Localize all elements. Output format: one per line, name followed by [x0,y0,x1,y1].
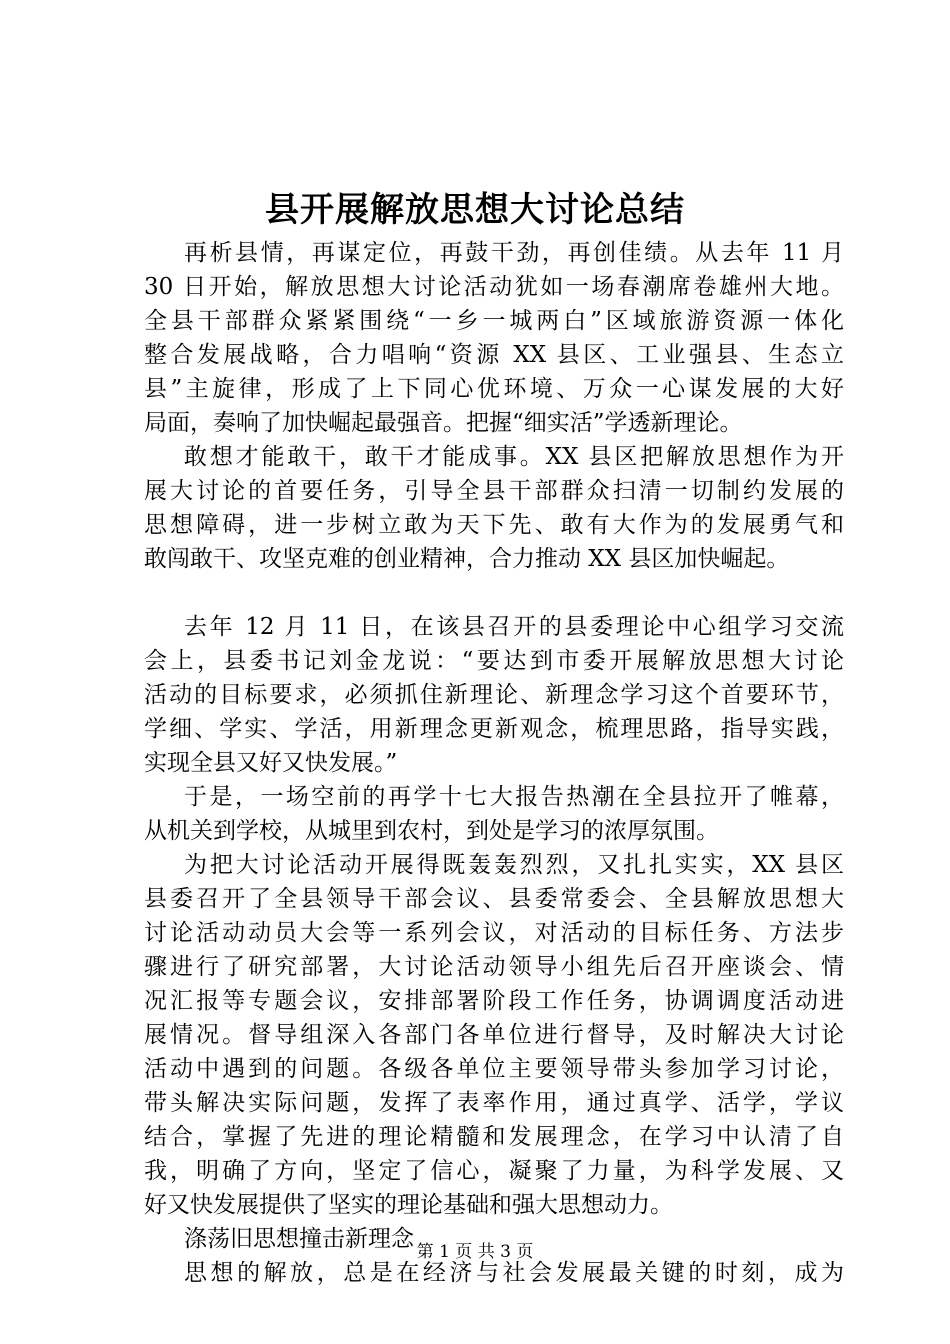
text-line: 思想的解放，总是在经济与社会发展最关键的时刻，成为 [184,1260,844,1286]
text-line: 局面，奏响了加快崛起最强音。把握“细实活”学透新理论。 [144,410,743,436]
text-line: 全县干部群众紧紧围绕“一乡一城两白”区域旅游资源一体化 [144,308,844,334]
text-line: 骤进行了研究部署，大讨论活动领导小组先后召开座谈会、情 [144,954,844,980]
text-line: 结合，掌握了先进的理论精髓和发展理念，在学习中认清了自 [144,1124,844,1150]
text-line: 讨论活动动员大会等一系列会议，对活动的目标任务、方法步 [144,920,844,946]
text-line: 再析县情，再谋定位，再鼓干劲，再创佳绩。从去年 11 月 [184,240,844,266]
text-line: 县”主旋律，形成了上下同心优环境、万众一心谋发展的大好 [144,376,844,402]
text-line: 30 日开始，解放思想大讨论活动犹如一场春潮席卷雄州大地。 [144,274,844,300]
page-footer: 第 1 页 共 3 页 [416,1242,534,1262]
document-body [144,236,844,1290]
text-line: 思想障碍，进一步树立敢为天下先、敢有大作为的发展勇气和 [144,512,844,538]
text-line: 我，明确了方向，坚定了信心，凝聚了力量，为科学发展、又 [144,1158,844,1184]
text-line: 县委召开了全县领导干部会议、县委常委会、全县解放思想大 [144,886,844,912]
text-line: 于是，一场空前的再学十七大报告热潮在全县拉开了帷幕， [184,784,844,810]
text-line: 带头解决实际问题，发挥了表率作用，通过真学、活学，学议 [144,1090,844,1116]
text-line: 为把大讨论活动开展得既轰轰烈烈，又扎扎实实，XX 县区 [184,852,844,878]
text-line: 去年 12 月 11 日，在该县召开的县委理论中心组学习交流 [184,614,844,640]
text-line: 展情况。督导组深入各部门各单位进行督导，及时解决大讨论 [144,1022,844,1048]
text-line: 况汇报等专题会议，安排部署阶段工作任务，协调调度活动进 [144,988,844,1014]
text-line: 敢闯敢干、攻坚克难的创业精神，合力推动 XX 县区加快崛起。 [144,546,790,572]
text-line: 展大讨论的首要任务，引导全县干部群众扫清一切制约发展的 [144,478,844,504]
text-line: 敢想才能敢干，敢干才能成事。XX 县区把解放思想作为开 [184,444,844,470]
text-line: 实现全县又好又快发展。” [144,750,398,776]
paragraph-gap [144,576,844,610]
text-line: 整合发展战略，合力唱响“资源 XX 县区、工业强县、生态立 [144,342,844,368]
text-line: 会上，县委书记刘金龙说：“要达到市委开展解放思想大讨论 [144,648,844,674]
text-line: 从机关到学校，从城里到农村，到处是学习的浓厚氛围。 [144,818,719,844]
document-title: 县开展解放思想大讨论总结 [265,190,685,230]
text-line: 好又快发展提供了坚实的理论基础和强大思想动力。 [144,1192,673,1218]
text-line: 学细、学实、学活，用新理念更新观念，梳理思路，指导实践， [144,716,844,742]
section-heading: 涤荡旧思想撞击新理念 [184,1226,414,1252]
text-line: 活动的目标要求，必须抓住新理论、新理念学习这个首要环节， [144,682,844,708]
text-line: 活动中遇到的问题。各级各单位主要领导带头参加学习讨论， [144,1056,844,1082]
